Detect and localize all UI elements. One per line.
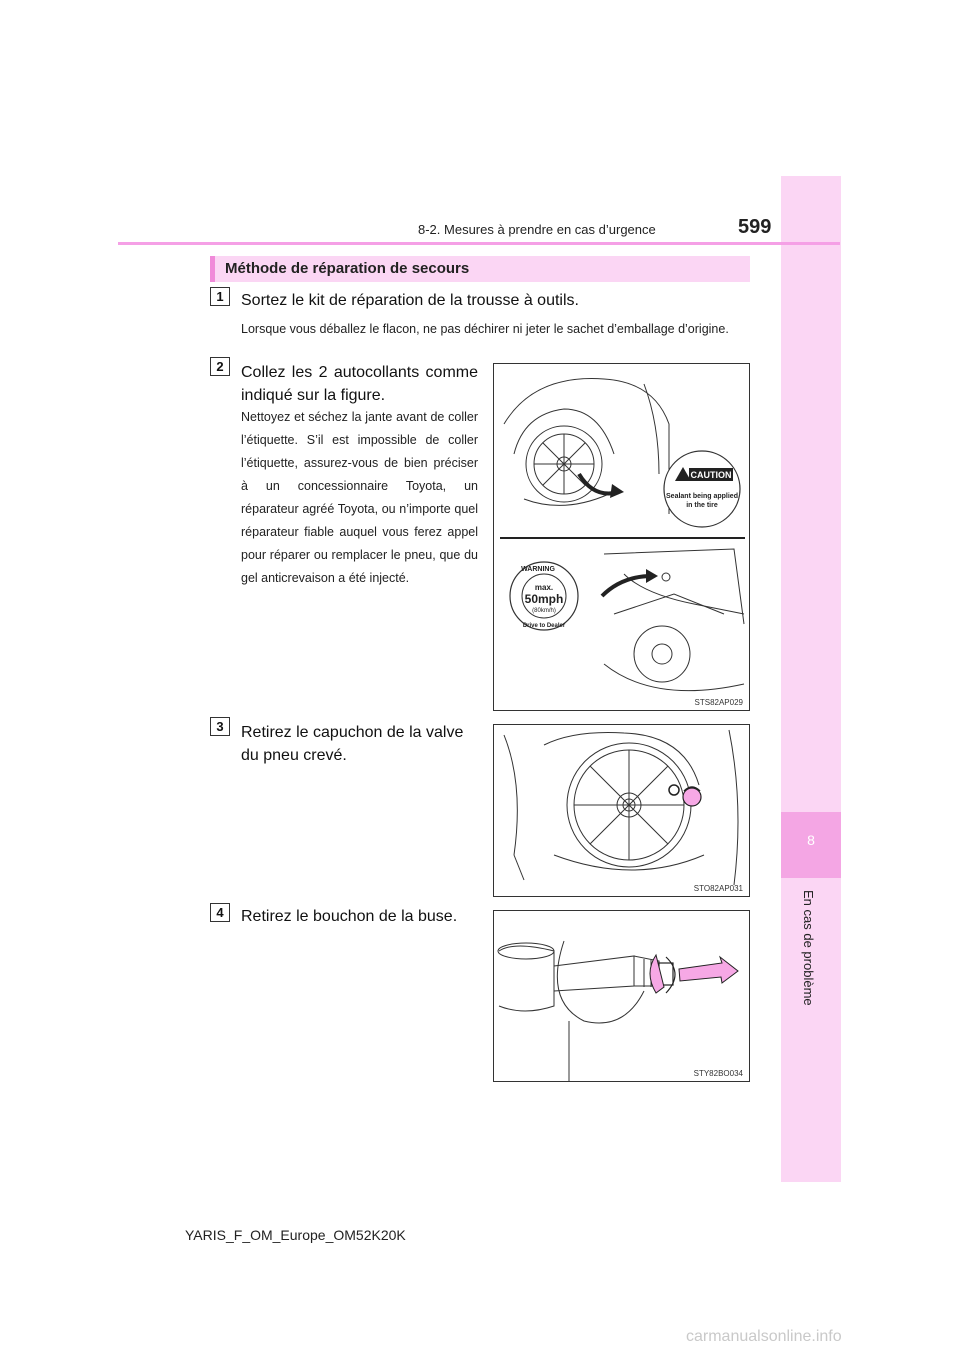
header-rule: [118, 242, 840, 245]
figure-nozzle-cap: [493, 910, 750, 1082]
figure-3-code: STY82BO034: [693, 1069, 743, 1078]
header-section-title: 8-2. Mesures à prendre en cas d’urgence: [418, 222, 656, 237]
step-3-badge: 3: [210, 717, 230, 736]
chapter-number: 8: [807, 832, 815, 848]
page-number: 599: [738, 216, 772, 238]
footer-doc-code: YARIS_F_OM_Europe_OM52K20K: [185, 1227, 406, 1243]
step-1-title: Sortez le kit de réparation de la trousse à outils.: [241, 292, 579, 309]
warning-kmh: (80km/h): [532, 608, 556, 614]
chapter-side-tab: [781, 176, 841, 1182]
step-1-badge: 1: [210, 287, 230, 306]
step-4-title: Retirez le bouchon de la buse.: [241, 908, 458, 925]
section-heading-box: [210, 256, 750, 282]
step-1-note: Lorsque vous déballez le flacon, ne pas déchirer ni jeter le sachet d’emballage d’origine.: [241, 322, 729, 336]
figure-1-code: STS82AP029: [694, 698, 743, 707]
warning-label: WARNING: [521, 566, 555, 573]
figure-stickers: [493, 363, 750, 711]
watermark: carmanualsonline.info: [686, 1328, 842, 1345]
section-heading: Méthode de réparation de secours: [225, 260, 470, 277]
caution-sticker: [664, 451, 740, 527]
warning-bottom: Drive to Dealer: [522, 623, 566, 629]
stickers-illustration: [494, 364, 750, 711]
valve-cap-illustration: [494, 725, 750, 897]
figure-valve-cap: [493, 724, 750, 897]
chapter-title: En cas de problème: [801, 890, 816, 1006]
step-3-title: Retirez le capuchon de la valve du pneu crevé.: [241, 724, 464, 764]
figure-2-code: STO82AP031: [693, 884, 743, 893]
step-2-title: Collez les 2 autocollants comme indiqué sur la figure.: [241, 364, 478, 404]
warning-speed: 50mph: [524, 592, 564, 606]
caution-label: CAUTION: [690, 470, 732, 480]
caution-text-1: Sealant being applied: [666, 493, 738, 500]
nozzle-cap-illustration: [494, 911, 750, 1082]
step-2-note: Nettoyez et séchez la jante avant de coller l’étiquette. S’il est impossible de coller l’étiquette, assurez-vous de bien préciser à un concessionnaire Toyota, un réparateur agréé Toyota, ou n’importe quel réparateur fiable auquel vous ferez appel pour réparer ou remplacer le pneu, que du gel anticrevaison a été injecté.: [241, 410, 478, 585]
caution-text-2: in the tire: [686, 502, 718, 509]
step-4-badge: 4: [210, 903, 230, 922]
warning-max: max.: [534, 583, 554, 592]
step-2-badge: 2: [210, 357, 230, 376]
